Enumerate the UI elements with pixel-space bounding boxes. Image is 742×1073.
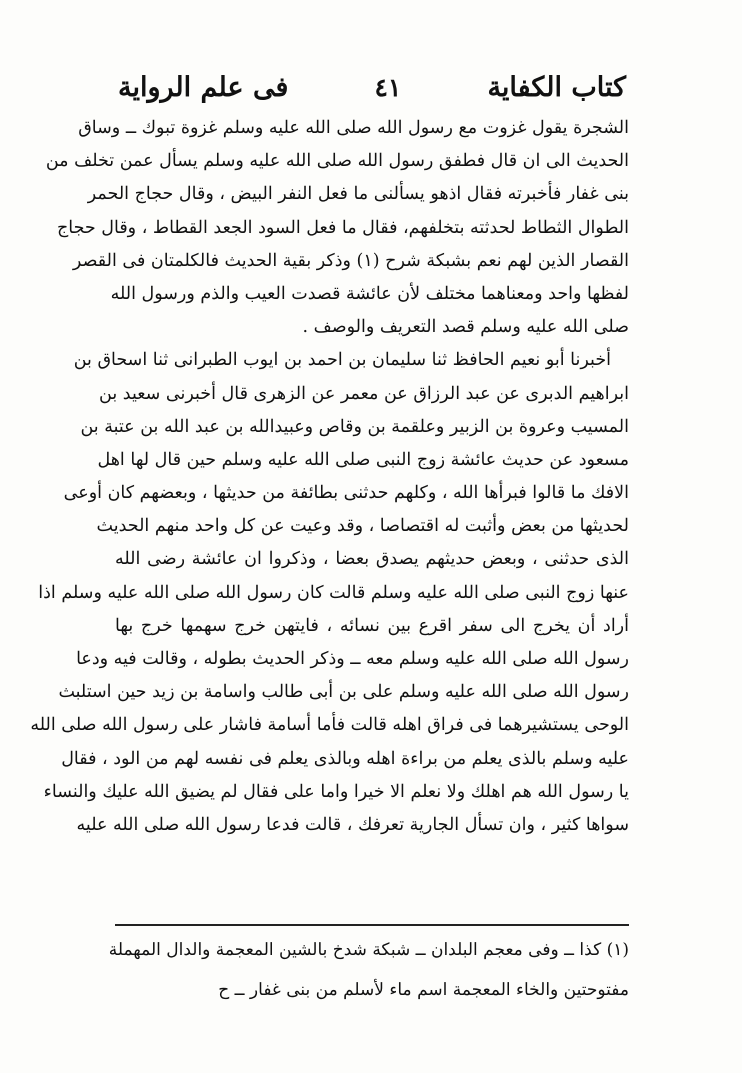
book-title: كتاب الكفاية [487, 71, 626, 103]
text-line: بنى غفار فأخبرته فقال اذهو يسألنى ما فعل النفر البيض ، وقال حجاج الحمر [87, 184, 629, 205]
text-line: لفظها واحد ومعناهما مختلف لأن عائشة قصدت العيب والذم ورسول الله [110, 283, 629, 304]
text-line: يا رسول الله هم اهلك ولا نعلم الا خيرا واما على فقال لم يضيق الله عليك والنساء [43, 781, 629, 802]
text-line: القصار الذين لهم نعم بشبكة شرح (١) وذكر بقية الحديث فالكلمتان فى القصر [72, 250, 629, 271]
text-line: صلى الله عليه وسلم قصد التعريف والوصف . [302, 317, 629, 338]
footnote-divider [115, 924, 629, 926]
text-line: الوحى يستشيرهما فى فراق اهله قالت فأما أسامة فاشار على رسول الله صلى الله [30, 715, 629, 736]
text-line: رسول الله صلى الله عليه وسلم على بن أبى طالب واسامة بن زيد حين استلبث [58, 682, 629, 703]
footnotes [108, 930, 629, 1010]
text-line: الشجرة يقول غزوت مع رسول الله صلى الله عليه وسلم غزوة تبوك ــ وساق [78, 118, 629, 138]
running-header [118, 62, 626, 112]
main-text [30, 112, 629, 842]
text-line: لحديثها من بعض وأثبت له اقتصاصا ، وقد وعيت عن كل واحد منهم الحديث [96, 516, 629, 537]
footnote-line: (١) كذا ــ وفى معجم البلدان ــ شبكة شدخ بالشين المعجمة والدال المهملة [108, 940, 629, 960]
text-line: عليه وسلم بالذى يعلم من براءة اهله وبالذى يعلم فى نفسه لهم من الود ، فقال [61, 748, 629, 769]
text-line: عنها زوج النبى صلى الله عليه وسلم قالت كان رسول الله صلى الله عليه وسلم اذا [38, 582, 629, 603]
footnote-line: مفتوحتين والخاء المعجمة اسم ماء لأسلم من بنى غفار ــ ح [218, 980, 629, 1000]
text-line: ابراهيم الدبرى عن عبد الرزاق عن معمر عن الزهرى قال أخبرنى سعيد بن [99, 383, 629, 404]
text-line: الذى حدثنى ، وبعض حديثهم يصدق بعضا ، وذكروا ان عائشة رضى الله [115, 549, 629, 570]
text-line: أخبرنا أبو نعيم الحافظ ثنا سليمان بن احمد بن ايوب الطبرانى ثنا اسحاق بن [73, 350, 611, 371]
text-line: الحديث الى ان قال فطفق رسول الله صلى الله عليه وسلم يسأل عمن تخلف من [45, 151, 629, 172]
text-line: المسيب وعروة بن الزبير وعلقمة بن وقاص وعبيدالله بن عبد الله بن عتبة بن [80, 416, 629, 437]
text-line: رسول الله صلى الله عليه وسلم معه ــ وذكر الحديث بطوله ، وقالت فيه ودعا [76, 649, 629, 669]
text-line: مسعود عن حديث عائشة زوج النبى صلى الله عليه وسلم حين قال لها اهل [97, 449, 629, 470]
text-line: سواها كثير ، وان تسأل الجارية تعرفك ، قالت فدعا رسول الله صلى الله عليه [76, 814, 629, 835]
page-number: ٤١ [374, 72, 402, 102]
book-subtitle: فى علم الرواية [118, 71, 289, 103]
text-line: أراد أن يخرج الى سفر اقرع بين نسائه ، فايتهن خرج سهمها خرج بها [115, 615, 629, 636]
text-line: الطوال الثطاط لحدثته بتخلفهم، فقال ما فعل السود الجعد القطاط ، وقال حجاج [56, 217, 629, 238]
text-line: الافك ما قالوا فبرأها الله ، وكلهم حدثنى بطائفة من حديثها ، وبعضهم كان أوعى [63, 483, 629, 504]
